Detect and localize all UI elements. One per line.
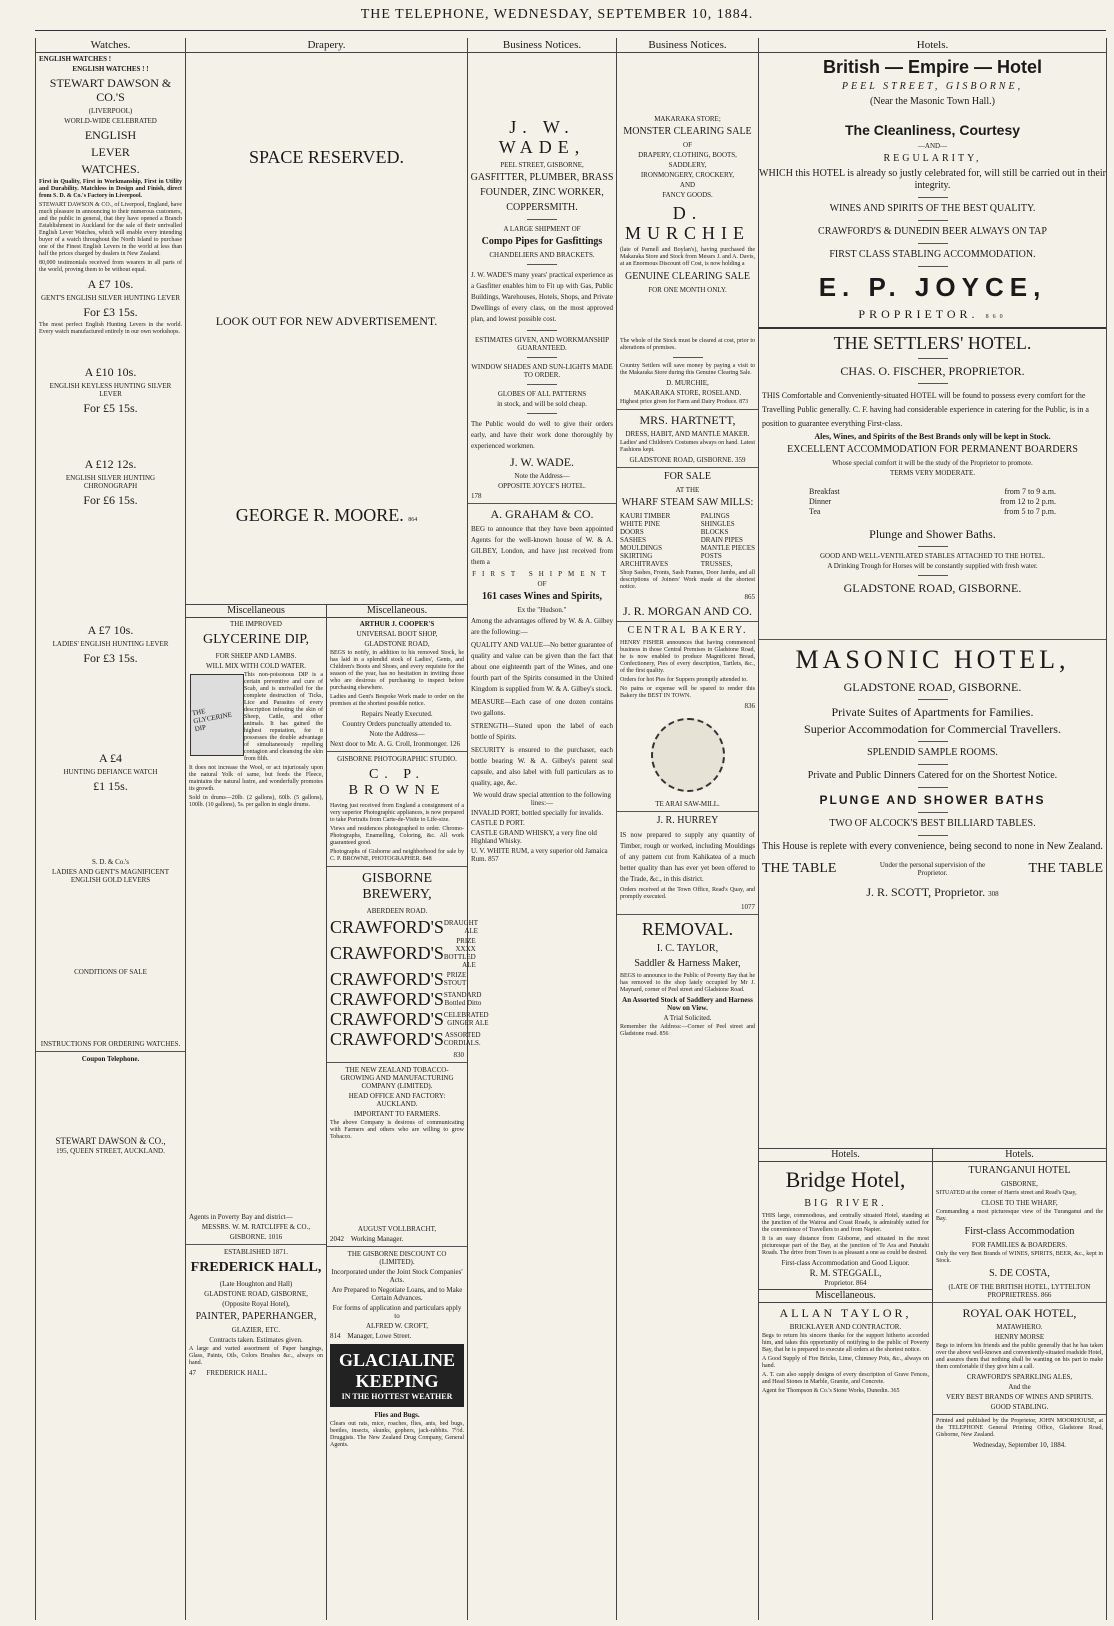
watches-column: Watches. ENGLISH WATCHES ! ENGLISH WATCHES ! ! STEWART DAWSON & CO.'S (LIVERPOOL) WORLD-WIDE CELEBRATED ENGLISH LEVER WATCHES. First in Quality, First in Workmanship, First in Utility and Durability. Matchless in Design and Finish, direct from S. D. & Co.'s Factory in Liverpool. STEWART DAWSON & CO., of Liverpool, England, have much pleasure in announcing to their numerous customers, and the public in general, that they have opened a Branch Establishment in Auckland for the sale of their unrivalled English Lever Watches, which will enable every intending buyer of a watch throughout the North Island to purchase one of the Finest English Levers in the world at less than half the prices charged by dealers in New Zealand. 80,000 testimonials received from wearers in all parts of the world, proving them to be without equal. A £7 10s. GENT'S ENGLISH SILVER HUNTING LEVER For £3 15s. The most perfect English Hunting Levers in the world. Every watch manufactured entirely in our own workshops. A £10 10s. ENGLISH KEYLESS HUNTING SILVER LEVER For £5 15s. A £12 12s. ENGLISH SILVER HUNTING CHRONOGRAPH For £6 15s. A £7 10s. LADIES' ENGLISH HUNTING LEVER For £3 15s. A £4 HUNTING DEFIANCE WATCH £1 15s. S. D. & Co.'s LADIES AND GENT'S MAGNIFICENT ENGLISH GOLD LEVERS CONDITIONS OF SALE INSTRUCTIONS FOR ORDERING WATCHES. Coupon Telephone. STEWART DAWSON & CO., 195, QUEEN STREET, AUCKLAND. <box>36 38 185 1620</box>
hotels-section <box>759 38 1106 1146</box>
ad-line: FOUNDER, ZINC WORKER, <box>480 187 604 198</box>
drapery-section <box>186 38 467 604</box>
ad-line: ABERDEEN ROAD. <box>366 907 428 915</box>
section-header: Hotels. <box>933 1149 1106 1162</box>
ad-line: Private and Public Dinners Catered for on the Shortest Notice. <box>807 770 1058 781</box>
ad-line: FANCY GOODS. <box>662 191 713 199</box>
ad-line: J. R. SCOTT, Proprietor. 308 <box>866 885 999 899</box>
price: A £12 12s. <box>84 457 137 471</box>
business1-column <box>468 38 616 1620</box>
price: For £6 15s. <box>83 493 138 507</box>
ad-line: For forms of application and particulars apply to <box>332 1304 462 1320</box>
ad-line: An Assorted Stock of Saddlery and Harness Now on View. <box>622 996 753 1012</box>
hartnett-title: MRS. HARTNETT, <box>639 413 736 427</box>
ad-line: WINDOW SHADES AND SUN-LIGHTS MADE TO ORDER. <box>471 363 613 379</box>
glacialine-banner: GLACIALINE KEEPING IN THE HOTTEST WEATHER <box>330 1344 464 1407</box>
browne-title: C. P. BROWNE <box>348 767 446 798</box>
royal-oak-title: ROYAL OAK HOTEL, <box>962 1306 1077 1320</box>
ad-line: WILL MIX WITH COLD WATER. <box>206 662 306 670</box>
ad-line: 195, QUEEN STREET, AUCKLAND. <box>56 1147 165 1155</box>
ad-line: FOR SALE <box>664 471 711 482</box>
ad-line: EXCELLENT ACCOMMODATION FOR PERMANENT BOARDERS <box>787 444 1078 455</box>
ad-line: VERY BEST BRANDS OF WINES AND SPIRITS. <box>945 1393 1094 1401</box>
ad-line: REGULARITY, <box>883 153 982 164</box>
ad-paragraph: Ladies and Gent's Bespoke Work made to order on the premises at the shortest possible notice. <box>330 694 464 707</box>
item: ENGLISH KEYLESS HUNTING SILVER LEVER <box>49 382 172 398</box>
ad-line: Proprietor. 864 <box>824 1279 867 1287</box>
imprint-date: Wednesday, September 10, 1884. <box>972 1441 1067 1449</box>
ad-line: S. D. & Co.'s <box>91 858 130 866</box>
section-header: Hotels. <box>759 38 1106 53</box>
ad-line: Contracts taken. Estimates given. <box>209 1336 303 1344</box>
ad-paragraph: The Public would do well to give their orders early, and have their work done thoroughly by experienced workmen. <box>471 420 613 450</box>
sawmill-list: KAURI TIMBER WHITE PINE DOORS SASHES MOULDINGS SKIRTING ARCHITRAVES PALINGS SHINGLES BLOCKS DRAIN PIPES MANTLE PIECES POSTS TRUSSES, <box>620 512 755 568</box>
ad-line: 814 Manager, Lowe Street. <box>330 1332 412 1340</box>
price: For £3 15s. <box>83 651 138 665</box>
joyce-title: E. P. JOYCE, <box>818 272 1047 302</box>
ad-paragraph: SITUATED at the corner of Harris street and Read's Quay, <box>936 1190 1077 1196</box>
removal-title: REMOVAL. <box>641 919 734 939</box>
ad-line: OPPOSITE JOYCE'S HOTEL. <box>498 482 586 490</box>
british-empire-title: British — Empire — Hotel <box>822 57 1043 77</box>
item: ENGLISH SILVER HUNTING CHRONOGRAPH <box>65 474 156 490</box>
meal-times <box>809 487 1056 517</box>
ad-line: PEEL STREET, GISBORNE, <box>500 161 584 169</box>
ad-line: IMPORTANT TO FARMERS. <box>353 1110 441 1118</box>
frederick-hall-title: FREDERICK HALL, <box>190 1260 322 1275</box>
ad-line: 836 <box>744 702 755 710</box>
ad-line: 47 FREDERICK HALL. <box>189 1369 268 1377</box>
ad-line: I. C. TAYLOR, <box>656 943 719 954</box>
ad-paragraph: It is an easy distance from Gisborne, and situated in the most picturesque part of the Bay, at the junction of Te Ara and Patutahi Roads. The drive from Town is as pleasant a one as could be desired. <box>762 1236 929 1256</box>
crawford-item: CRAWFORD'S PRIZE XXXX BOTTLED ALE <box>330 937 476 969</box>
ad-line: CASTLE D PORT. <box>471 819 525 827</box>
ad-line: AND <box>679 181 696 189</box>
ad-line: GENUINE CLEARING SALE <box>625 271 750 282</box>
ad-line: GLADSTONE ROAD, <box>364 640 430 648</box>
ad-line: ALFRED W. CROFT, <box>365 1322 429 1330</box>
ad-line: GLADSTONE ROAD, GISBORNE, <box>204 1290 308 1298</box>
ad-line: MAKARAKA STORE; <box>654 115 721 123</box>
ad-line: Ex the "Hudson." <box>517 606 567 614</box>
ad-paragraph: Begs to return his sincere thanks for the support hitherto accorded him, and takes this opportunity of notifying to the public of Poverty Bay, that he is prepared to execute all orders at the shortest notice. <box>762 1333 929 1353</box>
ad-paragraph: (late of Parnell and Boylan's), having purchased the Makaraka Store and Stock from Messrs J. and A. Davis, at an Enormous Discount off Cost, is now holding a <box>620 247 755 267</box>
ad-paragraph: THIS Comfortable and Conveniently-situated HOTEL will be found to possess every comfort for the Travelling Public generally. C. F. having had considerable experience in catering for the Public, is in a position to guarantee everything First-class. <box>762 391 1089 428</box>
ad-paragraph: Views and residences photographed to order. Chromo-Photographs, Enamelling, Coloring, &c. All work guaranteed good. <box>330 826 464 846</box>
bridge-hotel-title: Bridge Hotel, <box>785 1167 906 1192</box>
ad-line: WINES AND SPIRITS OF THE BEST QUALITY. <box>829 203 1036 214</box>
ad-line: First-class Accommodation <box>964 1226 1075 1237</box>
bridge-section <box>759 1148 932 1621</box>
price: For £5 15s. <box>83 401 138 415</box>
ad-line: 830 <box>453 1051 464 1059</box>
ad-line: CHAS. O. FISCHER, PROPRIETOR. <box>840 364 1025 378</box>
misc2-section <box>327 604 489 1621</box>
ad-line: HEAD OFFICE AND FACTORY: AUCKLAND. <box>348 1092 446 1108</box>
ad-line: —AND— <box>917 142 948 150</box>
ad-line: Agents in Poverty Bay and district— <box>189 1213 293 1221</box>
ad-line: A LARGE SHIPMENT OF <box>503 225 581 233</box>
ad-line: MAKARAKA STORE, ROSELAND. <box>633 389 742 397</box>
ad-line: PAINTER, PAPERHANGER, <box>195 1311 317 1322</box>
ad-line: ARTHUR J. COOPER'S <box>359 620 435 628</box>
ad-paragraph: STEWART DAWSON & CO., of Liverpool, England, have much pleasure in announcing to their numerous customers, and the public in general, that they have opened a Branch Establishment in Auckland for the sale of their unrivalled English Lever Watches, which will enable every intending buyer of a watch throughout the North Island to purchase one of the Finest English Levers in the world at less than half the prices charged by dealers in New Zealand. <box>39 202 182 257</box>
ad-line: PROPRIETOR. 860 <box>858 307 1007 321</box>
ad-line: 2042 Working Manager. <box>330 1235 404 1243</box>
ad-line: SPLENDID SAMPLE ROOMS. <box>867 747 998 758</box>
ad-paragraph: The above Company is desirous of communicating with Farmers and others who are willing to grow Tobacco. <box>330 1120 464 1140</box>
ad-paragraph: Orders for hot Pies for Suppers promptly attended to. <box>620 677 748 683</box>
ad-line: THE GISBORNE DISCOUNT CO (LIMITED). <box>347 1250 447 1266</box>
ad-line: S. DE COSTA, <box>989 1268 1050 1279</box>
ad-paragraph: Remember the Address:—Corner of Peel street and Gladstone road. 856 <box>620 1024 755 1037</box>
ad-line: GOOD AND WELL-VENTILATED STABLES ATTACHED TO THE HOTEL. <box>819 552 1046 560</box>
murchie-title: D. MURCHIE <box>624 203 750 243</box>
ad-paragraph: Shop Sashes, Fronts, Sash Frames, Door Jambs, and all descriptions of Joiners' Work made at the shortest notice. <box>620 570 755 590</box>
price: A £7 10s. <box>87 623 134 637</box>
ad-line: GLADSTONE ROAD, GISBORNE. <box>843 581 1022 595</box>
ad-line: Repairs Neatly Executed. <box>361 710 433 718</box>
ad-paragraph: A Good Supply of Fire Bricks, Lime, Chimney Pots, &c., always on hand. <box>762 1356 929 1369</box>
ad-paragraph: Commanding a most picturesque view of the Turanganui and the Bay. <box>936 1209 1103 1222</box>
morgan-title: J. R. MORGAN AND CO. <box>622 604 753 618</box>
ad-line: A Drinking Trough for Horses will be constantly supplied with fresh water. <box>827 562 1038 570</box>
ad-line: FIRST SHIPMENT <box>472 570 612 578</box>
ad-line: MATAWHERO. <box>996 1323 1043 1331</box>
ad-line: CRAWFORD'S & DUNEDIN BEER ALWAYS ON TAP <box>818 226 1047 237</box>
ad-line: COPPERSMITH. <box>506 202 578 213</box>
glycerine-title: GLYCERINE DIP, <box>203 632 309 647</box>
ad-line: J. W. WADE. <box>509 455 575 469</box>
ad-paragraph: Having just received from England a consignment of a very superior Photographic appliances, is now prepared to take Portraits from Carte-de-Visite to Life-size. <box>330 803 464 823</box>
ad-paragraph: Only the very Best Brands of WINES, SPIRITS, BEER, &c., kept in Stock. <box>936 1251 1103 1264</box>
ad-line: U. V. WHITE RUM, a very superior old Jamaica Rum. 857 <box>471 847 608 863</box>
ad-paragraph: The whole of the Stock must be cleared at cost, prior to alterations of premises. <box>620 338 755 351</box>
ad-line: CRAWFORD'S SPARKLING ALES, <box>966 1373 1073 1381</box>
ad-line: Saddler & Harness Maker, <box>634 958 741 969</box>
ad-line: WHARF STEAM SAW MILLS: <box>621 497 754 508</box>
ad-line: DRAPERY, CLOTHING, BOOTS, <box>638 151 737 159</box>
ad-line: PEEL STREET, GISBORNE, <box>841 81 1024 92</box>
ad-line: Incorporated under the Joint Stock Companies' Acts. <box>331 1268 463 1284</box>
ad-line: GOOD STABLING. <box>990 1403 1049 1411</box>
ad-line: AUGUST VOLLBRACHT, <box>357 1225 437 1233</box>
ad-line: INSTRUCTIONS FOR ORDERING WATCHES. <box>40 1040 181 1048</box>
meal-row: Breakfast from 7 to 9 a.m. <box>809 487 1056 496</box>
ad-line: FOR ONE MONTH ONLY. <box>648 286 727 294</box>
glycerine-drum-image: THE GLYCERINE DIP <box>190 674 244 756</box>
turanganui-title: TURANGANUI HOTEL <box>968 1165 1071 1176</box>
ad-line: 1077 <box>741 903 755 911</box>
ad-line: TWO OF ALCOCK'S BEST BILLIARD TABLES. <box>829 818 1036 829</box>
ad-paragraph: Begs to inform his friends and the public generally that he has taken over the above well-known and conveniently-situated roadside Hotel, and assures them that nothing shall be wanting on his part to make them comfortable if they give him a call. <box>936 1343 1103 1370</box>
ad-line: Next door to Mr. A. G. Croll, Ironmonger. 126 <box>330 740 461 748</box>
ad-paragraph: MEASURE—Each case of one dozen contains two gallons. <box>471 698 613 717</box>
ad-line: PLUNGE AND SHOWER BATHS <box>819 793 1046 807</box>
ad-paragraph: This non-poisonous DIP is a certain preventive and cure of Scab, and is unrivalled for the complete destruction of Ticks, Lice and Parasites of every description infesting the skin of Sheep, Cattle, and other animals. It has gained the highest reputation, for it possesses the double advantage of simultaneously repelling contagion and cleansing the skin from filth. <box>244 672 323 762</box>
ad-line: GASFITTER, PLUMBER, BRASS <box>470 172 614 183</box>
ad-line: Whose special comfort it will be the study of the Proprietor to promote. <box>832 459 1033 467</box>
crawford-item: CRAWFORD'S PRIZE STOUT <box>330 969 467 989</box>
section-header: Drapery. <box>186 38 467 53</box>
ad-line: The Cleanliness, Courtesy <box>844 122 1021 138</box>
ad-line: UNIVERSAL BOOT SHOP, <box>356 630 438 638</box>
ad-paragraph: A. T. can also supply designs of every description of Grave Fences, and Head Stones in Marble, Granite, and Concrete. <box>762 1372 929 1385</box>
ad-line: WORLD-WIDE CELEBRATED <box>64 117 157 125</box>
section-header: Miscellaneous <box>186 605 326 618</box>
ad-line: FOR SHEEP AND LAMBS. <box>215 652 297 660</box>
masonic-title: MASONIC HOTEL, <box>795 645 1070 674</box>
misc1-section <box>186 604 326 1621</box>
settlers-title: THE SETTLERS' HOTEL. <box>833 333 1032 353</box>
table-row: THE TABLE Under the personal supervision of the Proprietor. THE TABLE <box>762 861 1103 877</box>
ad-line: HENRY MORSE <box>994 1333 1045 1341</box>
ad-paragraph: WHICH this HOTEL is already so justly celebrated for, will still be carried out in their integrity. <box>759 168 1106 191</box>
ad-line: A Trial Solicited. <box>663 1014 712 1022</box>
ad-line: R. M. STEGGALL, <box>809 1268 882 1278</box>
ad-line: THE IMPROVED <box>230 620 282 628</box>
ad-line: Note the Address— <box>369 730 425 738</box>
sawmill-icon <box>651 718 725 792</box>
ad-line: GLAZIER, ETC. <box>231 1326 281 1334</box>
ad-line: ESTIMATES GIVEN, AND WORKMANSHIP GUARANTEED. <box>474 336 610 352</box>
brewery-title: GISBORNE BREWERY, <box>361 871 432 902</box>
crawford-item: CRAWFORD'S CELEBRATED GINGER ALE <box>330 1009 489 1029</box>
bakery-title: CENTRAL BAKERY. <box>627 625 748 636</box>
ad-paragraph: THIS large, commodious, and centrally situated Hotel, standing at the junction of the Wairoa and Coast Roads, is admirably suited for the convenience of Travellers to and from Napier. <box>762 1213 929 1233</box>
ad-line: Compo Pipes for Gasfittings <box>481 236 603 247</box>
ad-paragraph: IS now prepared to supply any quantity of Timber, rough or worked, including Mouldings of any pattern cut from Kahikatea of a much better quality than has ever yet been offered to the Trade, &c., in this district. <box>620 831 755 883</box>
coupon[interactable]: Coupon Telephone. <box>81 1055 140 1063</box>
section-header: Miscellaneous. <box>759 1289 932 1303</box>
section-header: Miscellaneous. <box>327 605 467 618</box>
meal-row: Dinner from 12 to 2 p.m. <box>809 497 1056 506</box>
ad-line: GISBORNE. 1016 <box>229 1233 283 1241</box>
ad-line: OF <box>537 580 547 588</box>
masthead: THE TELEPHONE, WEDNESDAY, SEPTEMBER 10, 1884. <box>360 7 754 22</box>
ad-line: CHANDELIERS AND BRACKETS. <box>489 251 595 259</box>
ad-line: CASTLE GRAND WHISKY, a very fine old Highland Whisky. <box>471 829 597 845</box>
crawford-item: CRAWFORD'S ASSORTED CORDIALS. <box>330 1029 481 1049</box>
ad-line: ENGLISH WATCHES ! ! <box>72 65 149 73</box>
ad-paragraph: Clears out rats, mice, roaches, flies, ants, bed bugs, beetles, insects, skunks, gophers, jack-rabbits. 7½d. Druggists. The New Zealand Drug Company, General Agents. <box>330 1421 464 1448</box>
ad-paragraph: STRENGTH—Stated upon the label of each bottle of Spirits. <box>471 722 613 741</box>
ad-line: Country Orders punctually attended to. <box>342 720 452 728</box>
ad-paragraph: BEGS to announce to the Public of Poverty Bay that he has removed to the shop lately occupied by Mr J. Maynard, corner of Peel street and Gladstone Road. <box>620 973 755 993</box>
ad-line: GLADSTONE ROAD, GISBORNE. <box>843 680 1022 694</box>
ad-paragraph: Country Settlers will save money by paying a visit to the Makaraka Store during this Genuine Clearing Sale. <box>620 363 755 376</box>
ad-line: 161 cases Wines and Spirits, <box>482 591 602 602</box>
ad-line: ESTABLISHED 1871. <box>224 1248 288 1256</box>
graham-title: A. GRAHAM & CO. <box>490 507 594 521</box>
ad-line: AT THE <box>675 486 700 494</box>
ad-paragraph: Among the advantages offered by W. & A. Gilbey are the following:— <box>471 617 613 636</box>
masthead-rule <box>35 30 1106 31</box>
ad-paragraph: BEG to announce that they have been appointed Agents for the well-known house of W. & A. GILBEY, London, and have just received from them a <box>471 525 613 566</box>
ad-paragraph: J. W. WADE'S many years' practical experience as a Gasfitter enables him to Fit up with Gas, Public Buildings, Warehouses, Hotels, Shops, and Private Dwellings of every class, on the most approved plan, and lowest possible cost. <box>471 271 613 323</box>
ad-line: THE NEW ZEALAND TOBACCO-GROWING AND MANUFACTURING COMPANY (LIMITED). <box>340 1066 454 1090</box>
ad-paragraph: Orders received at the Town Office, Read's Quay, and promptly executed. <box>620 887 755 900</box>
ad-line: TE ARAI SAW-MILL. <box>655 800 720 808</box>
ad-paragraph: SECURITY is ensured to the purchaser, each bottle bearing W. & A. Gilbey's patent seal capsule, and also label with full particulars as to quality, age, &c. <box>471 746 613 787</box>
ad-line: GISBORNE PHOTOGRAPHIC STUDIO. <box>337 755 457 763</box>
ad-line: WATCHES. <box>81 162 140 176</box>
ad-line: Superior Accommodation for Commercial Travellers. <box>804 722 1061 736</box>
ad-line: FIRST CLASS STABLING ACCOMMODATION. <box>829 249 1036 260</box>
price: A £10 10s. <box>84 365 137 379</box>
ad-line: INVALID PORT, bottled specially for invalids. <box>471 809 604 817</box>
ad-paragraph: Highest price given for Farm and Dairy Produce. 873 <box>620 399 749 405</box>
ad-paragraph: Photographs of Gisborne and neighborhood for sale by C. P. BROWNE, PHOTOGRAPHER. 848 <box>330 849 464 862</box>
ad-line: SADDLERY, <box>668 161 707 169</box>
ad-line: in stock, and will be sold cheap. <box>497 400 587 408</box>
firm-name: STEWART DAWSON & CO.'S <box>49 76 172 104</box>
ad-line: (LIVERPOOL) <box>88 107 133 115</box>
ad-paragraph: QUALITY AND VALUE—No better guarantee of quality and value can be given than the fact that about one eighteenth part of the Wines, and one fourth part of the Spirits consumed in the United Kingdom is supplied from W. & A. Gilbey's stock. <box>471 641 613 693</box>
business2-column <box>617 38 758 1620</box>
ad-line: (Late Houghton and Hall) <box>219 1280 293 1288</box>
ad-line: LEVER <box>91 145 130 159</box>
item: LADIES' ENGLISH HUNTING LEVER <box>52 640 169 648</box>
ad-paragraph: 80,000 testimonials received from wearers in all parts of the world, proving them to be without equal. <box>39 260 182 273</box>
ad-line: 865 <box>744 593 755 601</box>
ad-line: (Near the Masonic Town Hall.) <box>870 96 995 107</box>
moore-name: GEORGE R. MOORE. 864 <box>235 505 418 525</box>
ad-line: BRICKLAYER AND CONTRACTOR. <box>789 1323 902 1331</box>
ad-line: Are Prepared to Negotiate Loans, and to Make Certain Advances. <box>331 1286 463 1302</box>
section-header: Business Notices. <box>468 38 616 53</box>
ad-line: GLOBES OF ALL PATTERNS <box>497 390 587 398</box>
ad-paragraph: BEGS to notify, in addition to his removed Stock, he has laid in a splendid stock of Ladies', Gents, and Children's Boots and Shoes, and every requisite for the season of the year, has no hesitation in inviting those who are desirous of purchasing to inspect before purchasing elsewhere. <box>330 650 464 691</box>
taylor-title: ALLAN TAYLOR, <box>779 1306 912 1320</box>
price: For £3 15s. <box>83 305 138 319</box>
ad-line: GISBORNE, <box>1001 1180 1038 1188</box>
ad-line: Ales, Wines, and Spirits of the Best Brands only will be kept in Stock. <box>814 432 1051 441</box>
ad-paragraph: First in Quality, First in Workmanship, First in Utility and Durability. Matchless in Design and Finish, direct from S. D. & Co.'s Factory in Liverpool. <box>39 179 182 199</box>
ad-paragraph: HENRY FISHER announces that having commenced business in those Central Premises in Gladstone Road, he is now enabled to produce Magnificent Bread, Confectionery, Pies of every description, Tartlets, &c., of the first quality. <box>620 640 755 674</box>
section-header: Hotels. <box>759 1149 932 1162</box>
ad-paragraph: No pains or expense will be spared to render this Bakery the BEST IN TOWN. <box>620 686 755 699</box>
ad-line: TERMS VERY MODERATE. <box>890 469 975 477</box>
lookout-notice: LOOK OUT FOR NEW ADVERTISEMENT. <box>215 314 438 328</box>
ad-paragraph: Ladies' and Children's Costumes always on hand. Latest Fashions kept. <box>620 440 755 453</box>
turanganui-section <box>933 1148 1106 1621</box>
wade-title: J. W. WADE, <box>498 117 586 157</box>
space-reserved: SPACE RESERVED. <box>249 147 404 167</box>
item: HUNTING DEFIANCE WATCH <box>63 768 158 776</box>
ad-paragraph: Agent for Thompson & Co.'s Stone Works, Dunedin. 365 <box>762 1388 900 1394</box>
section-header: Watches. <box>36 38 185 53</box>
ad-line: (LATE OF THE BRITISH HOTEL, LYTTELTON PROPRIETRESS. 866 <box>948 1283 1091 1299</box>
crawford-list <box>327 917 489 1049</box>
ad-line: ENGLISH <box>84 128 137 142</box>
ad-paragraph: A large and varied assortment of Paper hangings, Glass, Paints, Oils, Colors Brushes &c., always on hand. <box>189 1346 323 1366</box>
ad-line: And the <box>1008 1383 1031 1391</box>
ad-line: MONSTER CLEARING SALE <box>623 126 752 137</box>
ad-line: Note the Address— <box>514 472 570 480</box>
ad-paragraph: It does not increase the Wool, or act injuriously upon the natural Yolk of same, but feeds the Fleece, maintains the natural lustre, and wonderfully promotes its growth. <box>189 765 323 792</box>
price: A £4 <box>98 751 122 765</box>
ad-line: (Opposite Royal Hotel), <box>222 1300 290 1308</box>
ad-line: We would draw special attention to the following lines:— <box>472 791 612 807</box>
ad-line: ENGLISH WATCHES ! <box>39 55 112 63</box>
meal-row: Tea from 5 to 7 p.m. <box>809 507 1056 516</box>
ad-line: LADIES AND GENT'S MAGNIFICENT ENGLISH GOLD LEVERS <box>52 868 169 884</box>
ad-line: GLADSTONE ROAD, GISBORNE. 359 <box>629 456 746 464</box>
ad-line: 178 <box>471 492 482 500</box>
ad-line: CLOSE TO THE WHARF, <box>981 1199 1058 1207</box>
ad-line: CONDITIONS OF SALE <box>74 968 147 976</box>
ad-line: DRESS, HABIT, AND MANTLE MAKER. <box>625 430 750 438</box>
ad-line: Private Suites of Apartments for Families. <box>831 705 1034 719</box>
ad-line: Plunge and Shower Baths. <box>869 527 996 541</box>
ad-line: D. MURCHIE, <box>666 379 709 387</box>
column-divider <box>1106 38 1107 1620</box>
price: £1 15s. <box>93 779 128 793</box>
imprint: Printed and published by the Proprietor, JOHN MOORHOUSE, at the TELEPHONE General Printing Office, Gladstone Road, Gisborne, New Zealand. <box>936 1418 1103 1438</box>
ad-paragraph: Sold in drums—20lb. (2 gallons), 60lb. (5 gallons), 100lb. (10 gallons), 5s. per gallon in single drums. <box>189 795 323 808</box>
ad-line: FOR FAMILIES & BOARDERS. <box>971 1241 1068 1249</box>
ad-line: IRONMONGERY, CROCKERY, <box>640 171 735 179</box>
crawford-item: CRAWFORD'S DRAUGHT ALE <box>330 917 479 937</box>
section-header: Business Notices. <box>617 38 758 53</box>
price: A £7 10s. <box>87 277 134 291</box>
ad-line: MESSRS. W. M. RATCLIFFE & CO., <box>201 1223 311 1231</box>
ad-line: Flies and Bugs. <box>374 1411 420 1419</box>
item: GENT'S ENGLISH SILVER HUNTING LEVER <box>40 294 181 302</box>
hurrey-title: J. R. HURREY <box>656 815 719 826</box>
crawford-item: CRAWFORD'S STANDARD Bottled Ditto <box>330 989 482 1009</box>
ad-line: OF <box>683 141 692 149</box>
ad-line: BIG RIVER. <box>804 1198 887 1209</box>
ad-line: First-class Accommodation and Good Liquor. <box>781 1259 910 1267</box>
ad-paragraph: This House is replete with every convenience, being second to none in New Zealand. <box>762 841 1103 852</box>
ad-line: STEWART DAWSON & CO., <box>55 1136 166 1146</box>
